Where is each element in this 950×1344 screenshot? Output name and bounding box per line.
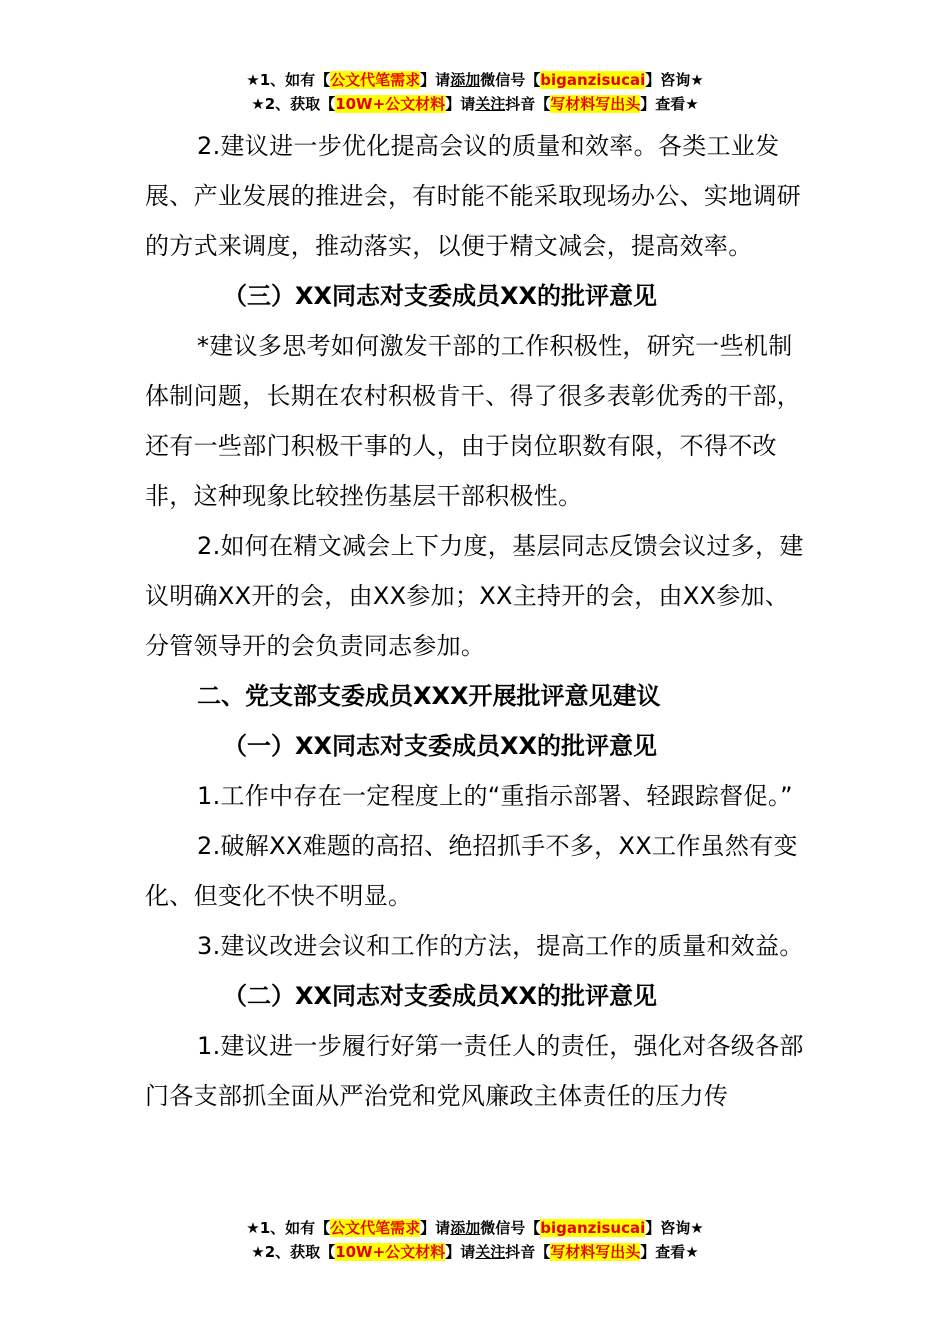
section-heading: （二）XX同志对支委成员XX的批评意见 bbox=[223, 982, 658, 1010]
highlight-wechat-id: biganzisucai bbox=[540, 71, 646, 89]
paragraph: 1.工作中存在一定程度上的“重指示部署、轻跟踪督促。” bbox=[197, 782, 793, 810]
paragraph: 2.破解XX难题的高招、绝招抓手不多，XX工作虽然有变化、但变化不快不明显。 bbox=[145, 832, 798, 910]
paragraph: 2.如何在精文减会上下力度，基层同志反馈会议过多，建议明确XX开的会，由XX参加；XX主持开的会，由XX参加、分管领导开的会负责同志参加。 bbox=[145, 532, 804, 660]
highlight-materials: 10W+公文材料 bbox=[335, 95, 446, 113]
paragraph: 1.建议进一步履行好第一责任人的责任，强化对各级各部门各支部抓全面从严治党和党风廉政主体责任的压力传 bbox=[145, 1032, 804, 1110]
ad-banner-line-2-footer: ★2、获取【10W+公文材料】请关注抖音【写材料写出头】查看★ bbox=[251, 1243, 699, 1261]
ad-banner-line-1: ★1、如有【公文代笔需求】请添加微信号【biganzisucai】咨询★ bbox=[246, 71, 704, 89]
ad-banner-line-1-footer: ★1、如有【公文代笔需求】请添加微信号【biganzisucai】咨询★ bbox=[246, 1219, 704, 1237]
ad-banner-line-2: ★2、获取【10W+公文材料】请关注抖音【写材料写出头】查看★ bbox=[251, 95, 699, 113]
section-heading: （三）XX同志对支委成员XX的批评意见 bbox=[223, 282, 658, 310]
highlight-douyin: 写材料写出头 bbox=[550, 95, 641, 113]
chapter-heading: 二、党支部支委成员XXX开展批评意见建议 bbox=[197, 682, 661, 710]
document-body bbox=[145, 121, 813, 1121]
highlight-service: 公文代笔需求 bbox=[330, 71, 421, 89]
paragraph: 2.建议进一步优化提高会议的质量和效率。各类工业发展、产业发展的推进会，有时能不能采取现场办公、实地调研的方式来调度，推动落实，以便于精文减会，提高效率。 bbox=[145, 132, 802, 260]
section-heading: （一）XX同志对支委成员XX的批评意见 bbox=[223, 732, 658, 760]
paragraph: *建议多思考如何激发干部的工作积极性，研究一些机制体制问题，长期在农村积极肯干、得了很多表彰优秀的干部，还有一些部门积极干事的人，由于岗位职数有限，不得不改非，这种现象比较挫伤基层干部积极性。 bbox=[145, 332, 802, 510]
paragraph: 3.建议改进会议和工作的方法，提高工作的质量和效益。 bbox=[197, 932, 804, 960]
